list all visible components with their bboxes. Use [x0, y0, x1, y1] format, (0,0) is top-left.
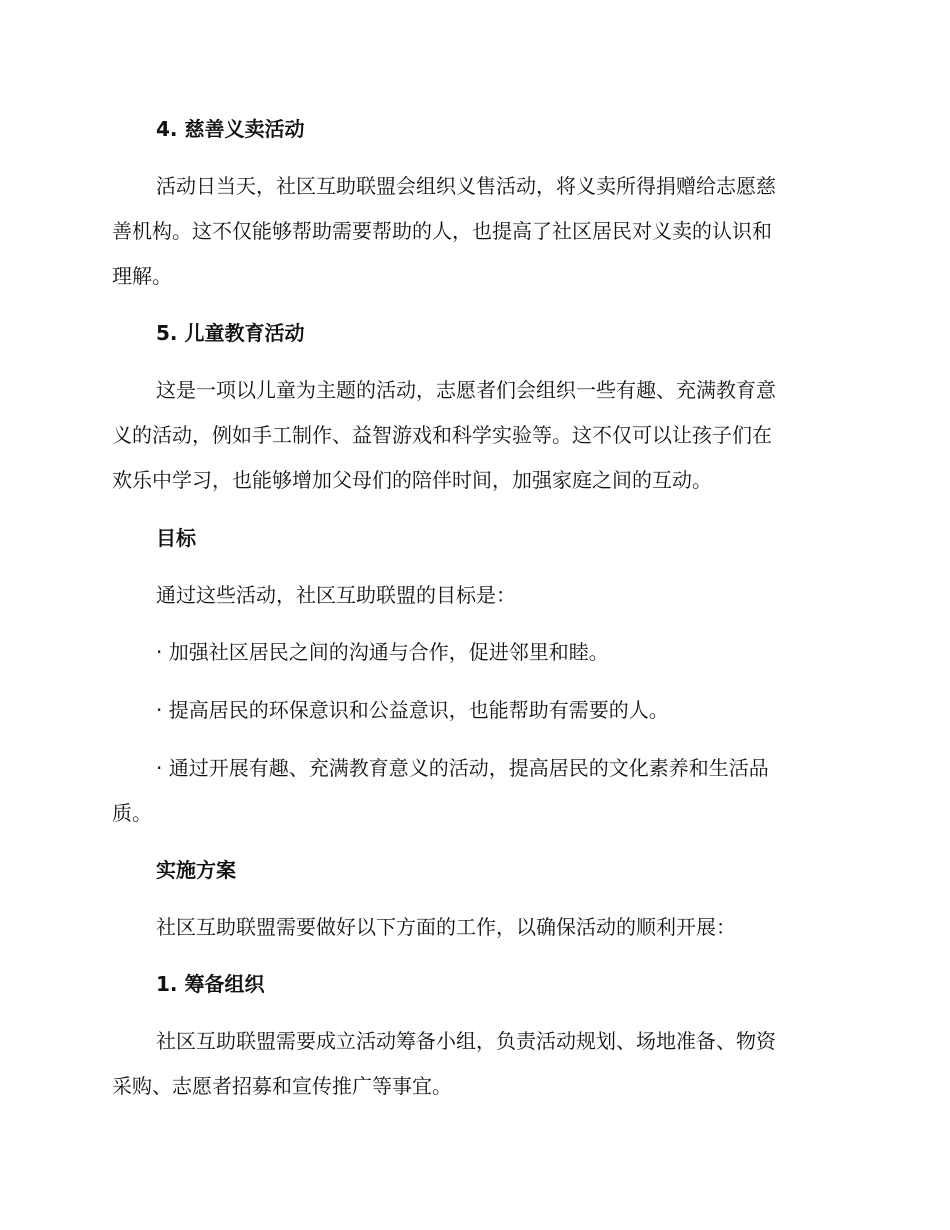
- paragraph-line: 善机构。这不仅能够帮助需要帮助的人，也提高了社区居民对义卖的认识和: [112, 219, 772, 243]
- goal-item-2: · 提高居民的环保意识和公益意识，也能帮助有需要的人。: [156, 698, 669, 722]
- paragraph-line: 活动日当天，社区互助联盟会组织义售活动，将义卖所得捐赠给志愿慈: [156, 174, 776, 198]
- paragraph-line: 这是一项以儿童为主题的活动，志愿者们会组织一些有趣、充满教育意: [156, 378, 776, 402]
- paragraph-line: 欢乐中学习，也能够增加父母们的陪伴时间，加强家庭之间的互动。: [112, 468, 712, 492]
- paragraph-line: 采购、志愿者招募和宣传推广等事宜。: [112, 1074, 452, 1098]
- section-heading-preparation: 1. 筹备组织: [156, 972, 265, 996]
- paragraph-line: 社区互助联盟需要成立活动筹备小组，负责活动规划、场地准备、物资: [156, 1029, 776, 1053]
- paragraph-line: 理解。: [112, 264, 172, 288]
- goals-heading: 目标: [156, 526, 196, 550]
- paragraph-line: · 通过开展有趣、充满教育意义的活动，提高居民的文化素养和生活品: [156, 756, 769, 780]
- goals-intro: 通过这些活动，社区互助联盟的目标是：: [156, 583, 516, 607]
- goal-item-1: · 加强社区居民之间的沟通与合作，促进邻里和睦。: [156, 640, 609, 664]
- paragraph-line: 质。: [112, 801, 152, 825]
- section-heading-children-education: 5. 儿童教育活动: [156, 321, 305, 345]
- goal-item-3: [112, 746, 832, 836]
- paragraph-charity-sale: [112, 164, 832, 299]
- implementation-heading: 实施方案: [156, 858, 236, 882]
- section-heading-charity-sale: 4. 慈善义卖活动: [156, 117, 305, 141]
- implementation-intro: 社区互助联盟需要做好以下方面的工作，以确保活动的顺利开展：: [156, 915, 736, 939]
- paragraph-children-education: [112, 368, 832, 503]
- paragraph-line: 义的活动，例如手工制作、益智游戏和科学实验等。这不仅可以让孩子们在: [112, 423, 772, 447]
- paragraph-preparation: [112, 1019, 832, 1109]
